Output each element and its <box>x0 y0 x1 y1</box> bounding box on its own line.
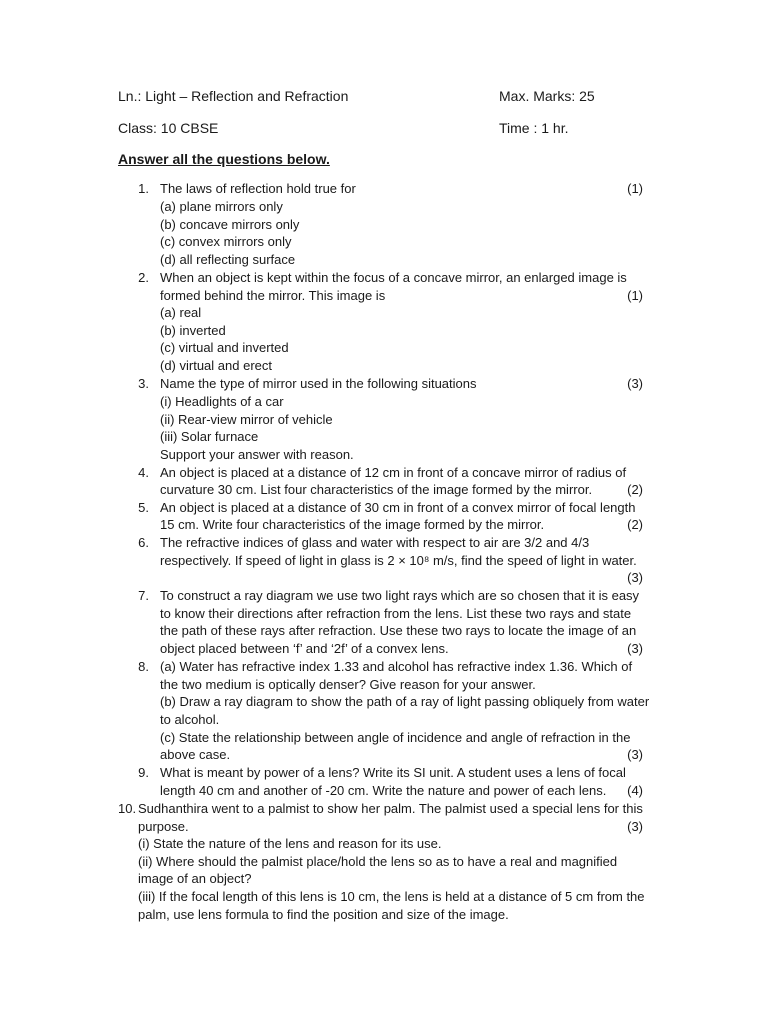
question-number: 5. <box>138 500 149 515</box>
question-text: respectively. If speed of light in glass is 2 × 10⁸ m/s, find the speed of light in water. <box>160 553 637 568</box>
question-text: An object is placed at a distance of 30 cm in front of a convex mirror of focal length <box>160 500 636 515</box>
question-text: curvature 30 cm. List four characteristics of the image formed by the mirror. <box>160 482 593 497</box>
question-number: 7. <box>138 588 149 603</box>
question-marks: (3) <box>627 819 643 834</box>
question-marks: (3) <box>627 570 643 585</box>
question-marks: (3) <box>627 641 643 656</box>
question-number: 8. <box>138 659 149 674</box>
question-text: (iii) If the focal length of this lens is 10 cm, the lens is held at a distance of 5 cm from the <box>138 889 645 904</box>
question-text: (a) Water has refractive index 1.33 and alcohol has refractive index 1.36. Which of <box>160 659 633 674</box>
question-text: When an object is kept within the focus of a concave mirror, an enlarged image is <box>160 270 627 285</box>
question-text: (i) Headlights of a car <box>160 394 284 409</box>
question-text: An object is placed at a distance of 12 cm in front of a concave mirror of radius of <box>160 465 627 480</box>
question-text: (i) State the nature of the lens and reason for its use. <box>138 836 442 851</box>
question-number: 6. <box>138 535 149 550</box>
question-text: image of an object? <box>138 871 252 886</box>
option: (d) all reflecting surface <box>160 252 296 267</box>
question-number: 1. <box>138 181 149 196</box>
question-text: (ii) Rear-view mirror of vehicle <box>160 412 333 427</box>
option: (c) virtual and inverted <box>160 340 289 355</box>
question-text: length 40 cm and another of -20 cm. Write the nature and power of each lens. <box>160 783 607 798</box>
class-label: Class: 10 CBSE <box>118 120 219 136</box>
question-marks: (4) <box>627 783 643 798</box>
question-text: object placed between ‘f’ and ‘2f’ of a convex lens. <box>160 641 449 656</box>
question-text: (iii) Solar furnace <box>160 429 259 444</box>
question-text: palm, use lens formula to find the position and size of the image. <box>138 907 509 922</box>
question-text: formed behind the mirror. This image is <box>160 288 386 303</box>
question-number: 2. <box>138 270 149 285</box>
question-text: Name the type of mirror used in the following situations <box>160 376 477 391</box>
question-number: 4. <box>138 465 149 480</box>
question-marks: (2) <box>627 517 643 532</box>
question-text: To construct a ray diagram we use two light rays which are so chosen that it is easy <box>160 588 640 603</box>
max-marks: Max. Marks: 25 <box>499 88 595 104</box>
question-text: What is meant by power of a lens? Write its SI unit. A student uses a lens of focal <box>160 765 626 780</box>
instruction: Answer all the questions below. <box>118 151 330 167</box>
option: (d) virtual and erect <box>160 358 272 373</box>
question-text: (c) State the relationship between angle of incidence and angle of refraction in the <box>160 730 631 745</box>
question-text: above case. <box>160 747 231 762</box>
option: (c) convex mirrors only <box>160 234 292 249</box>
question-text: (b) Draw a ray diagram to show the path of a ray of light passing obliquely from water <box>160 694 650 709</box>
question-text: (ii) Where should the palmist place/hold the lens so as to have a real and magnified <box>138 854 618 869</box>
question-text: the two medium is optically denser? Give reason for your answer. <box>160 677 536 692</box>
question-text: purpose. <box>138 819 189 834</box>
question-text: Sudhanthira went to a palmist to show her palm. The palmist used a special lens for this <box>138 801 643 816</box>
question-text: the path of these rays after refraction. Use these two rays to locate the image of an <box>160 623 637 638</box>
question-marks: (2) <box>627 482 643 497</box>
question-text: The refractive indices of glass and water with respect to air are 3/2 and 4/3 <box>160 535 590 550</box>
question-text: to know their directions after refraction from the lens. List these two rays and state <box>160 606 632 621</box>
question-text: to alcohol. <box>160 712 220 727</box>
question-text: The laws of reflection hold true for <box>160 181 356 196</box>
time-label: Time : 1 hr. <box>499 120 569 136</box>
question-number: 3. <box>138 376 149 391</box>
question-text: 15 cm. Write four characteristics of the image formed by the mirror. <box>160 517 545 532</box>
question-marks: (3) <box>627 376 643 391</box>
option: (b) concave mirrors only <box>160 217 300 232</box>
question-number: 10. <box>118 801 137 816</box>
question-marks: (3) <box>627 747 643 762</box>
question-number: 9. <box>138 765 149 780</box>
question-text: Support your answer with reason. <box>160 447 354 462</box>
question-marks: (1) <box>627 181 643 196</box>
option: (a) plane mirrors only <box>160 199 283 214</box>
option: (b) inverted <box>160 323 226 338</box>
question-marks: (1) <box>627 288 643 303</box>
lesson-title: Ln.: Light – Reflection and Refraction <box>118 88 349 104</box>
option: (a) real <box>160 305 202 320</box>
